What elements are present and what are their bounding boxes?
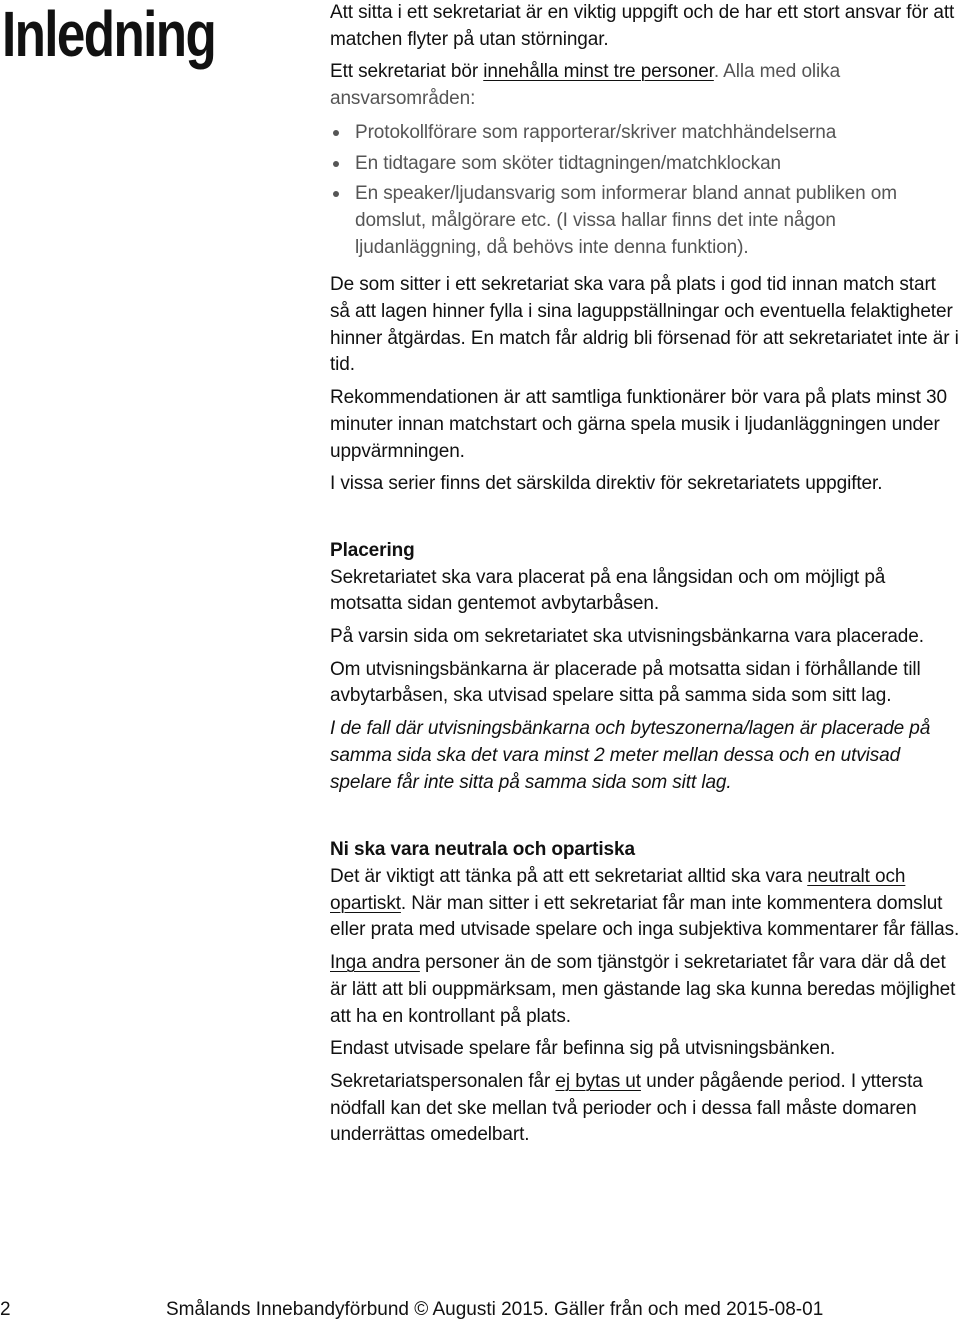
list-item: Protokollförare som rapporterar/skriver matchhändelserna: [330, 120, 960, 147]
placering-paragraph-3: Om utvisningsbänkarna är placerade på motsatta sidan i förhållande till avbytarbåsen, ska utvisad spelare sitta på samma sida som sitt lag.: [330, 658, 921, 707]
intro-paragraph-4: Rekommendationen är att samtliga funktionärer bör vara på plats minst 30 minuter innan matchstart och gärna spela musik i ljudanläggningen under uppvärmningen.: [330, 387, 947, 462]
underlined-phrase: ej bytas ut: [555, 1070, 641, 1092]
bullet-icon: [333, 161, 339, 167]
role-list: [330, 120, 960, 262]
placering-paragraph-4: I de fall där utvisningsbänkarna och byteszonerna/lagen är placerade på samma sida ska det vara minst 2 meter mellan dessa och en utvisad spelare får inte sitta på samma sida som sitt lag.: [330, 718, 931, 793]
intro-paragraph-2: Ett sekretariat bör innehålla minst tre personer. Alla med olika ansvarsområden:: [330, 61, 841, 110]
document-body: [330, 0, 960, 1149]
intro-paragraph-1: Att sitta i ett sekretariat är en viktig uppgift och de har ett stort ansvar för att matchen flyter på utan störningar.: [330, 2, 955, 50]
page-number: 2: [0, 1299, 11, 1320]
section-title: Inledning: [2, 0, 216, 70]
placering-heading: Placering: [330, 539, 415, 561]
bullet-icon: [333, 130, 339, 136]
underlined-phrase: innehålla minst tre personer: [483, 61, 714, 83]
underlined-phrase: Inga andra: [330, 952, 420, 974]
neutral-paragraph-2: Inga andra personer än de som tjänstgör i sekretariatet får vara där då det är lätt att bli ouppmärksam, men gästande lag ska kunna beredas möjlighet att ha en kontrollant på plats.: [330, 952, 956, 1027]
bullet-icon: [333, 191, 339, 197]
intro-paragraph-5: I vissa serier finns det särskilda direktiv för sekretariatets uppgifter.: [330, 473, 883, 495]
neutral-paragraph-1: Det är viktigt att tänka på att ett sekretariat alltid ska vara neutralt och opartiskt. När man sitter i ett sekretariat får man inte kommentera domslut eller prata med utvisade spelare och inga subjektiva kommentarer får fällas.: [330, 865, 960, 941]
neutral-paragraph-4: Sekretariatspersonalen får ej bytas ut under pågående period. I yttersta nödfall kan det ske mellan två perioder och i dessa fall måste domaren underrättas omedelbart.: [330, 1070, 923, 1146]
underlined-phrase: neutralt och opartiskt: [330, 865, 906, 914]
intro-paragraph-3: De som sitter i ett sekretariat ska vara på plats i god tid innan match start så att lagen hinner fylla i sina laguppställningar och eventuella felaktigheter hinner åtgärdas. En match får aldrig bli försenad för att sekretariatet inte är i tid.: [330, 274, 959, 376]
list-item: En speaker/ljudansvarig som informerar bland annat publiken om domslut, målgörare etc. (I vissa hallar finns det inte någon ljudanläggning, då behövs inte denna funktion).: [330, 181, 960, 261]
placering-paragraph-1: Sekretariatet ska vara placerat på ena långsidan och om möjligt på motsatta sidan gentemot avbytarbåsen.: [330, 566, 886, 615]
footer-text: Smålands Innebandyförbund © Augusti 2015. Gäller från och med 2015-08-01: [166, 1299, 824, 1320]
list-item: En tidtagare som sköter tidtagningen/matchklockan: [330, 151, 960, 178]
neutral-paragraph-3: Endast utvisade spelare får befinna sig på utvisningsbänken.: [330, 1038, 836, 1060]
placering-paragraph-2: På varsin sida om sekretariatet ska utvisningsbänkarna vara placerade.: [330, 626, 924, 648]
neutral-heading: Ni ska vara neutrala och opartiska: [330, 839, 635, 861]
